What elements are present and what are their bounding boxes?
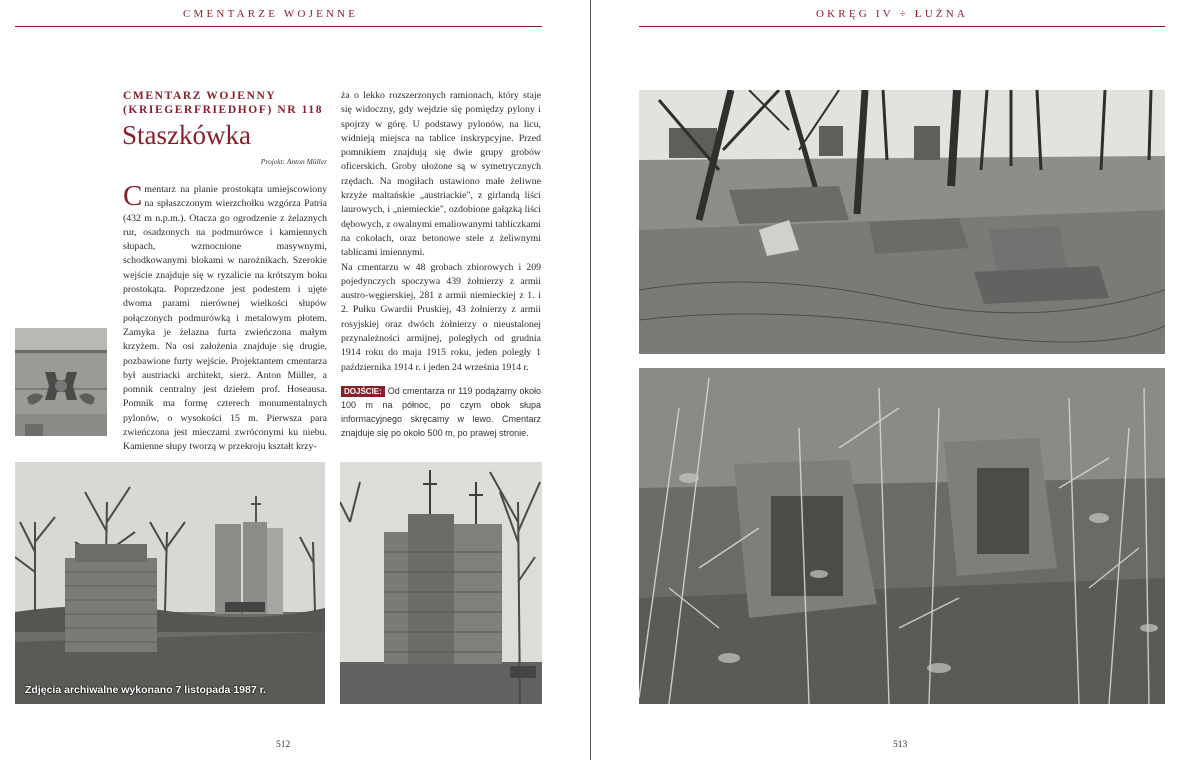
- left-page: [0, 0, 590, 760]
- archival-photo-pylons: [340, 462, 542, 704]
- header-rule-right: [639, 26, 1165, 27]
- project-credit: Projekt: Anton Müller: [260, 157, 327, 166]
- archival-photo-monument-far: [15, 462, 325, 704]
- drop-cap: C: [123, 180, 143, 212]
- photo-ruined-graves: [639, 90, 1165, 354]
- header-rule-left: [15, 26, 542, 27]
- running-head-left: CMENTARZE WOJENNE: [183, 8, 359, 20]
- route-text: Od cmentarza nr 119 podążamy około 100 m na północ, po czym obok słupa informacyjnego skręcamy w lewo. Cmentarz znajduje się po około 500 m, po prawej stronie.: [341, 386, 541, 438]
- running-head-right: OKRĘG IV ÷ ŁUŻNA: [816, 8, 969, 20]
- cross-relief-photo: [15, 328, 107, 436]
- kicker-line-2: (KRIEGERFRIEDHOF) NR 118: [123, 104, 324, 116]
- route-badge: DOJŚCIE:: [341, 386, 385, 397]
- photo-steles-undergrowth: [639, 368, 1165, 704]
- col2-paragraph-1: ża o lekko rozszerzonych ramionach, który staje się widoczny, gdy wejdzie się pomiędzy pylony i spojrzy w górę. U podstawy pylonów, na licu, widnieją miejsca na tablice inskrypcyjne. Przed pomnikiem znajdują się dwie grupy grobów oficerskich. Groby ułożone są w symetrycznych rzędach. Na mogiłach ustawiono małe żeliwne krzyże maltańskie „austriackie", z girlandą liści laurowych, i „niemieckie", ozdobione gałązką liści dębowych, z owalnymi emaliowanymi tabliczkami na cokołach, oraz betonowe stele z żeliwnymi tablicami imiennymi.: [341, 90, 541, 259]
- page-title: Staszkówka: [122, 120, 251, 150]
- photo-caption: Zdjęcia archiwalne wykonano 7 listopada 1987 r.: [25, 684, 267, 696]
- col2-paragraph-2: Na cmentarzu w 48 grobach zbiorowych i 209 pojedynczych spoczywa 439 żołnierzy z armii austro-węgierskiej, 281 z armii niemieckiej z 1. i 2. Pułku Gwardii Pruskiej, 43 żołnierzy z armii rosyjskiej oraz dwóch żołnierzy o nieustalonej przynależności armijnej, poległych od grudnia 1914 roku do maja 1915 roku, jeden poległy 1 października 1914 r. i jeden 24 września 1914 r.: [341, 261, 541, 373]
- page-number-right: 513: [893, 740, 908, 750]
- route-directions: [341, 384, 541, 440]
- body-column-2: [341, 89, 541, 375]
- col1-text: mentarz na planie prostokąta umiejscowiony na spłaszczonym wierzchołku wzgórza Patria (432 m n.p.m.). Otacza go ogrodzenie z żelaznych rur, osadzonych na podmurówce i kamiennych słupach, wzmocnione masywnymi, schodkowanymi blokami w narożnikach. Szerokie wejście znajduje się w ryzalicie na krótszym boku prostokąta. Poprzedzone jest podestem i ujęte dwoma parami nierównej wielkości słupów połączonych podmurówką i metalowym płotem. Zamyka je żelazna furta zwieńczona małym krzyżem. Na osi założenia znajduje się drugie, pozbawione furty wejście. Projektantem cmentarza był austriacki architekt, sierż. Anton Müller, a pomnik centralny jest dziełem prof. Hoseausa. Pomnik ma formę czterech monumentalnych pylonów, o wysokości 15 m. Pierwsza para zwieńczona jest mieczami zwróconymi ku niebu. Kamienne słupy tworzą w przekroju kształt krzy-: [123, 184, 327, 453]
- kicker-line-1: CMENTARZ WOJENNY: [123, 90, 277, 102]
- cemetery-kicker: [123, 89, 338, 117]
- body-column-1: [123, 180, 327, 455]
- right-page: [591, 0, 1185, 760]
- page-number-left: 512: [276, 740, 291, 750]
